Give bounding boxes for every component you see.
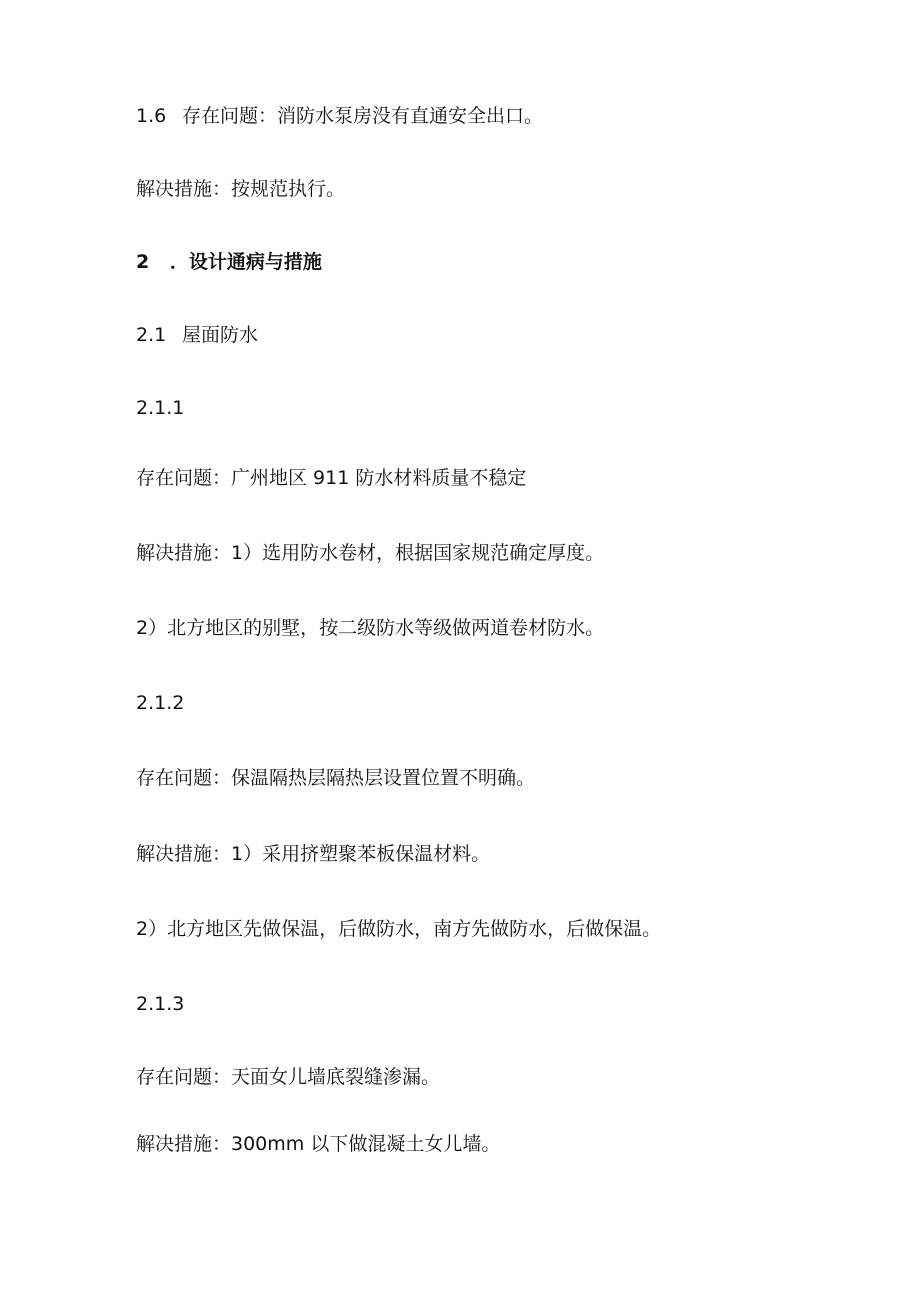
section-title: 屋面防水	[182, 324, 259, 346]
item-2-1-2-solution-2	[136, 917, 856, 941]
section-2-1-1-number	[136, 396, 856, 420]
section-number: 2.1	[136, 324, 167, 346]
item-2-1-2-problem	[136, 766, 856, 790]
section-2-1-2-number	[136, 691, 856, 715]
section-2-heading	[136, 250, 856, 274]
section-number: 2.1.1	[136, 397, 185, 419]
line-text: 存在问题：消防水泵房没有直通安全出口。	[182, 105, 544, 127]
line-text: 解决措施：1）选用防水卷材，根据国家规范确定厚度。	[136, 542, 605, 564]
section-2-1-heading	[136, 323, 856, 347]
line-text: 解决措施：1）采用挤塑聚苯板保温材料。	[136, 843, 491, 865]
line-text: 解决措施：按规范执行。	[136, 178, 346, 200]
item-1-6-solution	[136, 177, 856, 201]
line-text: 存在问题：天面女儿墙底裂缝渗漏。	[136, 1066, 441, 1088]
item-2-1-1-solution	[136, 541, 856, 565]
section-2-1-3-number	[136, 992, 856, 1016]
line-text: 解决措施：300mm 以下做混凝土女儿墙。	[136, 1133, 501, 1155]
line-text: 2）北方地区的别墅，按二级防水等级做两道卷材防水。	[136, 617, 605, 639]
item-1-6-problem	[136, 104, 856, 128]
section-number: 2.1.3	[136, 993, 185, 1015]
item-2-1-3-solution	[136, 1132, 856, 1156]
line-text: 存在问题：广州地区 911 防水材料质量不稳定	[136, 467, 527, 489]
item-2-1-2-solution	[136, 842, 856, 866]
section-title: ．设计通病与措施	[169, 251, 322, 273]
section-number: 1.6	[136, 105, 167, 127]
item-2-1-3-problem	[136, 1065, 856, 1089]
line-text: 2）北方地区先做保温，后做防水，南方先做防水，后做保温。	[136, 918, 662, 940]
section-number: 2.1.2	[136, 692, 185, 714]
section-number: 2	[136, 251, 150, 273]
line-text: 存在问题：保温隔热层隔热层设置位置不明确。	[136, 767, 536, 789]
item-2-1-1-solution-2	[136, 616, 856, 640]
item-2-1-1-problem	[136, 466, 856, 490]
